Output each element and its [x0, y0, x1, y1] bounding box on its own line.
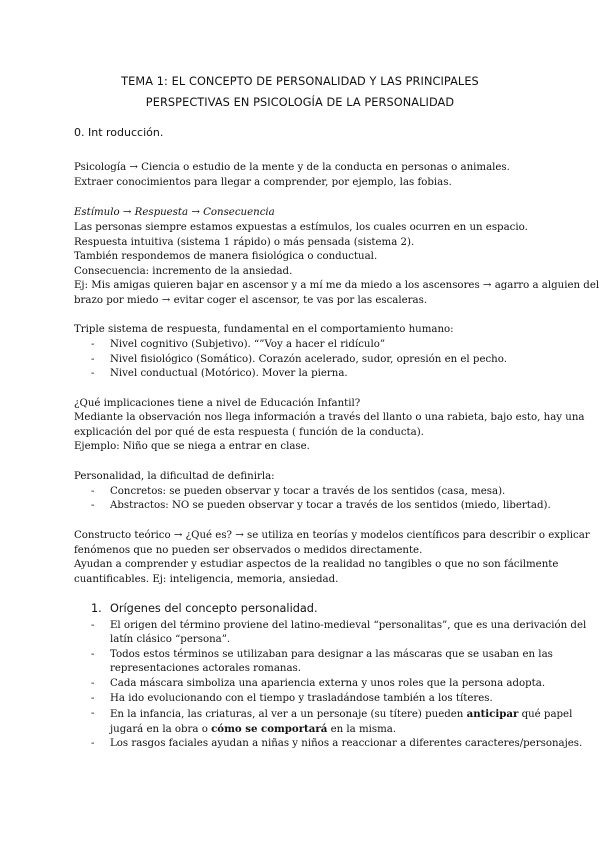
stimulus-line-5: Ej: Mis amigas quieren bajar en ascensor y a mí me da miedo a los ascensores → agarro a alguien del — [74, 280, 600, 291]
bullet-dash: - — [91, 354, 95, 365]
origins-item-1-line-1: El origen del término proviene del latino-medieval “personalitas”, que es una derivación del — [110, 620, 587, 631]
document-title — [0, 71, 600, 113]
personality-item-concrete: Concretos: se pueden observar y tocar a través de los sentidos (casa, mesa). — [110, 486, 506, 497]
section-0-heading: 0. Int roducción. — [74, 126, 164, 139]
triple-system-heading: Triple sistema de respuesta, fundamental en el comportamiento humano: — [74, 324, 454, 335]
origins-item-1-line-2: latín clásico “persona”. — [110, 634, 231, 645]
origins-item-3: Cada máscara simboliza una apariencia externa y unos roles que la persona adopta. — [110, 678, 546, 689]
section-1-number: 1. — [91, 602, 102, 615]
section-1-heading: Orígenes del concepto personalidad. — [110, 602, 318, 615]
stimulus-line-6: brazo por miedo → evitar coger el ascensor, te vas por las escaleras. — [74, 295, 428, 306]
stimulus-line-1: Las personas siempre estamos expuestas a estímulos, los cuales ocurren en un espacio. — [74, 222, 528, 233]
origins-item-5-line-1 — [110, 707, 572, 722]
origins-item-6: Los rasgos faciales ayudan a niñas y niños a reaccionar a diferentes caracteres/personajes. — [110, 738, 583, 749]
origins-item-5-line-2 — [110, 722, 396, 737]
title-line-2: PERSPECTIVAS EN PSICOLOGÍA DE LA PERSONALIDAD — [145, 96, 455, 109]
origins-item-2-line-2: representaciones actorales romanas. — [110, 663, 302, 674]
stimulus-heading: Estímulo → Respuesta → Consecuencia — [74, 207, 275, 218]
construct-line-2: fenómenos que no pueden ser observados o medidos directamente. — [74, 545, 423, 556]
origins-item-5-text: en la misma. — [327, 724, 397, 735]
origins-item-5-bold: cómo se comportará — [211, 723, 328, 735]
origins-item-5-bold: anticipar — [466, 708, 519, 720]
implications-heading: ¿Qué implicaciones tiene a nivel de Educación Infantil? — [74, 398, 361, 409]
construct-line-3: Ayudan a comprender y estudiar aspectos de la realidad no tangibles o que no son fácilmente — [74, 559, 559, 570]
personality-item-abstract: Abstractos: NO se pueden observar y tocar a través de los sentidos (miedo, libertad). — [110, 500, 551, 511]
origins-item-2-line-1: Todos estos términos se utilizaban para designar a las máscaras que se usaban en las — [110, 649, 553, 660]
intro-paragraph-2: Extraer conocimientos para llegar a comprender, por ejemplo, las fobias. — [74, 177, 452, 188]
intro-paragraph-1: Psicología → Ciencia o estudio de la mente y de la conducta en personas o animales. — [74, 162, 510, 173]
bullet-dash: - — [91, 649, 95, 660]
personality-heading: Personalidad, la dificultad de definirla: — [74, 471, 275, 482]
bullet-dash: - — [91, 620, 95, 631]
bullet-dash: - — [91, 339, 95, 350]
title-line-1: TEMA 1: EL CONCEPTO DE PERSONALIDAD Y LAS PRINCIPALES — [121, 75, 479, 88]
triple-item-behavioral: Nivel conductual (Motórico). Mover la pierna. — [110, 368, 348, 379]
construct-line-1: Constructo teórico → ¿Qué es? → se utiliza en teorías y modelos científicos para describir o explicar — [74, 530, 590, 541]
implications-line-1: Mediante la observación nos llega información a través del llanto o una rabieta, bajo esto, hay una — [74, 412, 585, 423]
stimulus-line-3: También respondemos de manera fisiológica o conductual. — [74, 251, 378, 262]
triple-item-cognitive: Nivel cognitivo (Subjetivo). “”Voy a hacer el ridículo” — [110, 339, 386, 350]
bullet-dash: - — [91, 693, 95, 704]
stimulus-line-2: Respuesta intuitiva (sistema 1 rápido) o más pensada (sistema 2). — [74, 237, 415, 248]
bullet-dash: - — [91, 738, 95, 749]
construct-line-4: cuantificables. Ej: inteligencia, memoria, ansiedad. — [74, 574, 339, 585]
stimulus-line-4: Consecuencia: incremento de la ansiedad. — [74, 266, 293, 277]
bullet-dash: - — [91, 500, 95, 511]
origins-item-5-text: jugará en la obra o — [110, 724, 212, 735]
bullet-dash: - — [91, 678, 95, 689]
implications-line-2: explicación del por qué de esta respuesta ( función de la conducta). — [74, 427, 424, 438]
triple-item-physiological: Nivel fisiológico (Somático). Corazón acelerado, sudor, opresión en el pecho. — [110, 354, 507, 365]
bullet-dash: - — [91, 368, 95, 379]
bullet-dash: - — [91, 486, 95, 497]
origins-item-5-text: qué papel — [518, 709, 573, 720]
origins-item-4: Ha ido evolucionando con el tiempo y trasladándose también a los títeres. — [110, 693, 493, 704]
implications-line-3: Ejemplo: Niño que se niega a entrar en clase. — [74, 441, 310, 452]
origins-item-5-text: En la infancia, las criaturas, al ver a un personaje (su títere) pueden — [110, 709, 467, 720]
bullet-dash: - — [91, 708, 95, 719]
